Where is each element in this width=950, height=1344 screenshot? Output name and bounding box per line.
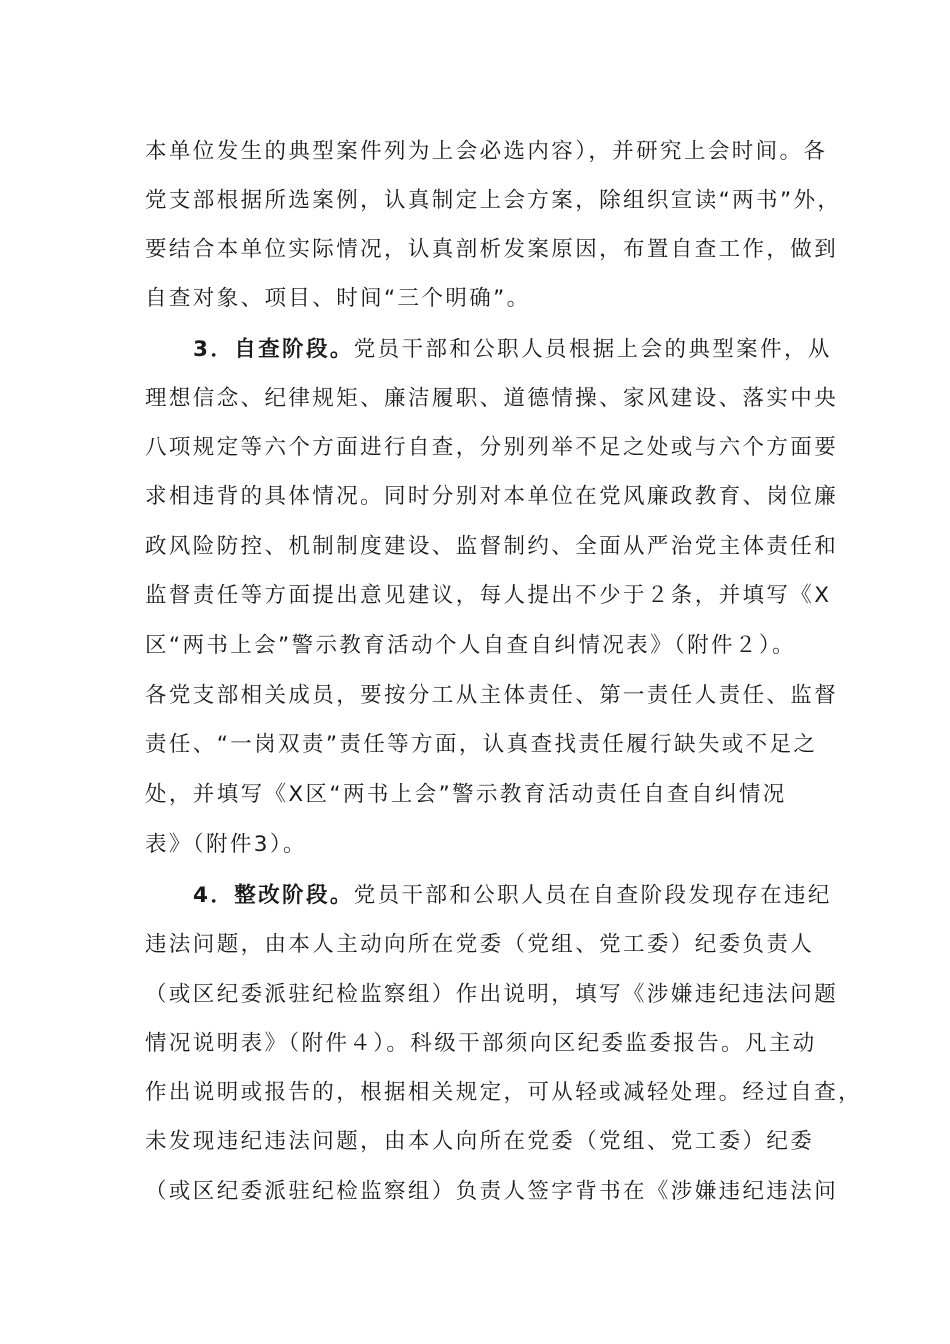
body-line: 八项规定等六个方面进行自查，分别列举不足之处或与六个方面要 <box>145 435 839 460</box>
body-line: 党支部根据所选案例，认真制定上会方案，除组织宣读“两书”外， <box>145 188 842 213</box>
body-line: 未发现违纪违法问题，由本人向所在党委（党组、党工委）纪委 <box>145 1129 815 1154</box>
body-line: （或区纪委派驻纪检监察组）负责人签字背书在《涉嫌违纪违法问 <box>145 1179 839 1204</box>
body-line: 情况说明表》（附件４）。科级干部须向区纪委监委报告。凡主动 <box>145 1031 817 1056</box>
paragraph-4-heading: 4．整改阶段。 <box>193 883 354 908</box>
body-line: 求相违背的具体情况。同时分别对本单位在党风廉政教育、岗位廉 <box>145 484 839 509</box>
body-line: 自查对象、项目、时间“三个明确”。 <box>145 286 531 311</box>
body-line: 区“两书上会”警示教育活动个人自查自纠情况表》（附件２）。 <box>145 633 796 658</box>
body-line: 违法问题，由本人主动向所在党委（党组、党工委）纪委负责人 <box>145 932 815 957</box>
body-line: 政风险防控、机制制度建设、监督制约、全面从严治党主体责任和 <box>145 534 839 559</box>
body-line: 监督责任等方面提出意见建议，每人提出不少于２条，并填写《X <box>145 583 832 608</box>
paragraph-4-text: 党员干部和公职人员在自查阶段发现存在违纪 <box>353 883 832 908</box>
body-line: 理想信念、纪律规矩、廉洁履职、道德情操、家风建设、落实中央 <box>145 386 839 411</box>
body-line: 要结合本单位实际情况，认真剖析发案原因，布置自查工作，做到 <box>145 237 839 262</box>
body-line: 各党支部相关成员，要按分工从主体责任、第一责任人责任、监督 <box>145 683 839 708</box>
paragraph-3-text: 党员干部和公职人员根据上会的典型案件，从 <box>353 337 832 362</box>
body-line: 责任、“一岗双责”责任等方面，认真查找责任履行缺失或不足之 <box>145 732 818 757</box>
body-line: 处，并填写《X区“两书上会”警示教育活动责任自查自纠情况 <box>145 782 787 807</box>
paragraph-4-first-line <box>193 871 832 921</box>
body-line: 本单位发生的典型案件列为上会必选内容），并研究上会时间。各 <box>145 139 828 164</box>
body-line: 表》（附件3）。 <box>145 832 307 857</box>
paragraph-3-heading: 3．自查阶段。 <box>193 337 354 362</box>
body-line: 作出说明或报告的，根据相关规定，可从轻或减轻处理。经过自查， <box>145 1080 863 1105</box>
body-line: （或区纪委派驻纪检监察组）作出说明，填写《涉嫌违纪违法问题 <box>145 982 839 1007</box>
paragraph-3-first-line <box>193 325 832 375</box>
